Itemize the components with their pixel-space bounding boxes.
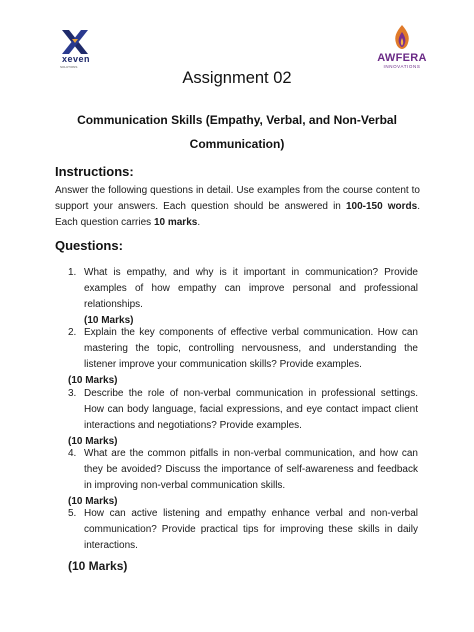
question-text: What is empathy, and why is it important in communication? Provide examples of how empathy can improve personal and professional relationships. (84, 267, 418, 310)
instructions-text-part: Answer the following questions in detail. Use examples from the course content to support your answers. Each question should be answered in (55, 185, 420, 212)
question-number: 1. (68, 267, 77, 278)
awfera-tagline: INNOVATIONS (383, 64, 421, 69)
question-item (68, 265, 418, 329)
question-item (68, 325, 418, 389)
question-marks: (10 Marks) (68, 496, 118, 507)
xeven-wordmark: xeven (62, 54, 91, 64)
instructions-text-part: . Each question carries (55, 201, 420, 228)
questions-heading: Questions: (55, 238, 123, 253)
instructions-heading: Instructions: (55, 164, 134, 179)
xeven-x-icon (60, 30, 90, 54)
instructions-text-part: . (197, 217, 201, 228)
question-marks: (10 Marks) (68, 436, 118, 447)
question-text: How can active listening and empathy enhance verbal and non-verbal communication? Provide practical tips for improving these skills in daily interactions. (84, 508, 418, 551)
question-marks: (10 Marks) (68, 375, 118, 386)
instructions-text (55, 183, 420, 231)
awfera-logo (372, 24, 432, 72)
question-item (68, 386, 418, 450)
question-number: 2. (68, 327, 77, 338)
question-item (68, 446, 418, 510)
question-text: What are the common pitfalls in non-verbal communication, and how can they be avoided? Discuss the importance of self-awareness and feedback in improving non-verbal communication skills. (84, 448, 418, 491)
awfera-wordmark: AWFERA (377, 52, 427, 64)
question-number: 3. (68, 388, 77, 399)
word-count: 100-150 words (345, 201, 418, 212)
question-number: 4. (68, 448, 77, 459)
question-number: 5. (68, 508, 77, 519)
question-text: Describe the role of non-verbal communication in professional settings. How can body language, facial expressions, and eye contact impact client interactions and negotiations? Provide examples. (84, 388, 418, 431)
marks-per-question: 10 marks (153, 217, 198, 228)
question-text: Explain the key components of effective verbal communication. How can mastering the topic, controlling nervousness, and understanding the listener improve your communication skills? Provide examples. (84, 327, 418, 370)
question-item (68, 506, 418, 574)
xeven-tagline: SOLUTIONS (60, 65, 78, 69)
page-title: Assignment 02 (182, 69, 292, 87)
page-subtitle: Communication Skills (Empathy, Verbal, and Non-Verbal Communication) (77, 113, 397, 151)
xeven-logo (60, 30, 104, 74)
flame-icon (392, 24, 412, 50)
question-marks: (10 Marks) (84, 315, 134, 326)
question-marks: (10 Marks) (68, 559, 128, 573)
